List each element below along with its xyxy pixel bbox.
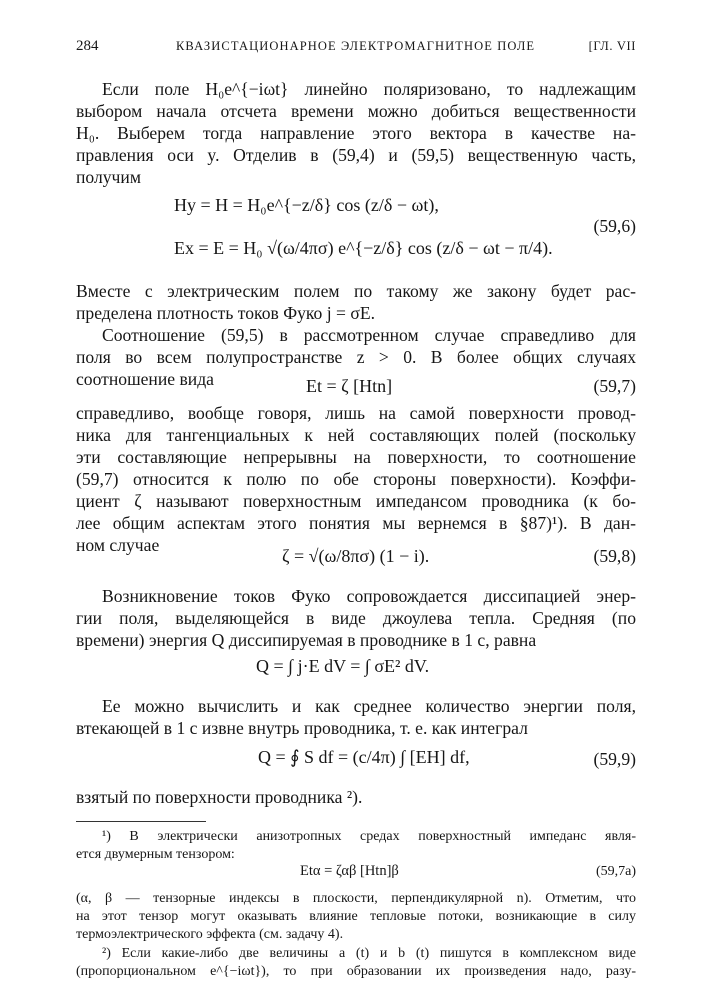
text-line: получим <box>76 167 141 187</box>
equation-number: (59,9) <box>593 749 636 769</box>
text-line: Если поле H₀e^{−iωt} линейно поляризовано, то надлежащим <box>102 79 636 99</box>
page-number: 284 <box>76 38 99 54</box>
footnote-line: (пропорциональном e^{−iωt}), то при образовании их произведения надо, разу- <box>76 964 636 979</box>
footnote-equation-number: (59,7а) <box>595 864 636 879</box>
text-line: справедливо, вообще говоря, лишь на самой поверхности провод- <box>76 403 636 423</box>
text-line: H₀. Выберем тогда направление этого вектора в качестве на- <box>76 123 636 143</box>
text-line: втекающей в 1 с извне внутрь проводника, т. е. как интеграл <box>76 718 528 738</box>
footnote-line: ется двумерным тензором: <box>76 847 235 862</box>
text-line: гии поля, выделяющейся в виде джоулева тепла. Средняя (по <box>76 608 636 628</box>
text-line: правления оси y. Отделив в (59,4) и (59,5) вещественную часть, <box>76 145 636 165</box>
text-line: Соотношение (59,5) в рассмотренном случае справедливо для <box>102 325 636 345</box>
text-line: циент ζ называют поверхностным импедансом проводника (к бо- <box>76 491 636 511</box>
equation-q-dissipation: Q = ∫ j·E dV = ∫ σE² dV. <box>256 656 430 676</box>
text-line: поля во всем полупространстве z > 0. В более общих случаях <box>76 347 636 367</box>
footnote-line: термоэлектрического эффекта (см. задачу 4). <box>76 927 344 942</box>
equation-59-8: ζ = √(ω/8πσ) (1 − i). <box>282 546 430 566</box>
text-line: ном случае <box>76 535 160 555</box>
footnote-line: ²) Если какие-либо две величины a (t) и b (t) пишутся в комплексном виде <box>102 946 636 961</box>
text-line: (59,7) относится к полю по обе стороны поверхности). Коэффи- <box>76 469 636 489</box>
equation-59-9: Q = ∮ S df = (c/4π) ∫ [EH] df, <box>258 747 470 767</box>
running-title: КВАЗИСТАЦИОНАРНОЕ ЭЛЕКТРОМАГНИТНОЕ ПОЛЕ <box>176 39 536 53</box>
text-line: эти составляющие непрерывны на поверхности, то соотношение <box>76 447 636 467</box>
text-line: соотношение вида <box>76 369 214 389</box>
equation-number: (59,8) <box>593 546 636 566</box>
equation-59-7: Et = ζ [Htn] <box>306 376 393 396</box>
equation-59-6-line1: Hy = H = H₀e^{−z/δ} cos (z/δ − ωt), <box>174 195 439 215</box>
footnote-line: (α, β — тензорные индексы в плоскости, перпендикулярной n). Отметим, что <box>76 891 636 906</box>
text-line: пределена плотность токов Фуко j = σE. <box>76 303 375 323</box>
footnote-equation: Etα = ζαβ [Htn]β <box>300 863 399 879</box>
footnote-separator <box>76 821 206 822</box>
text-line: времени) энергия Q диссипируемая в проводнике в 1 с, равна <box>76 630 537 650</box>
footnote-line: ¹) В электрически анизотропных средах поверхностный импеданс явля- <box>102 829 636 844</box>
chapter-label: [ГЛ. VII <box>588 39 636 53</box>
equation-59-6-line2: Ex = E = H₀ √(ω/4πσ) e^{−z/δ} cos (z/δ − ωt − π/4). <box>174 238 553 258</box>
text-line: лее общим аспектам этого понятия мы вернемся в §87)¹). В дан- <box>76 513 636 533</box>
text-line: Ее можно вычислить и как среднее количество энергии поля, <box>102 696 636 716</box>
footnote-line: на этот тензор могут оказывать влияние тепловые потоки, возникающие в силу <box>76 909 636 924</box>
text-line: взятый по поверхности проводника ²). <box>76 787 363 807</box>
text-line: выбором начала отсчета времени можно добиться вещественности <box>76 101 636 121</box>
text-line: ника для тангенциальных к ней составляющих полей (поскольку <box>76 425 636 445</box>
equation-number: (59,6) <box>593 216 636 236</box>
equation-number: (59,7) <box>593 376 636 396</box>
text-line: Вместе с электрическим полем по такому же закону будет рас- <box>76 281 636 301</box>
text-line: Возникновение токов Фуко сопровождается диссипацией энер- <box>102 586 636 606</box>
running-header <box>76 38 636 62</box>
